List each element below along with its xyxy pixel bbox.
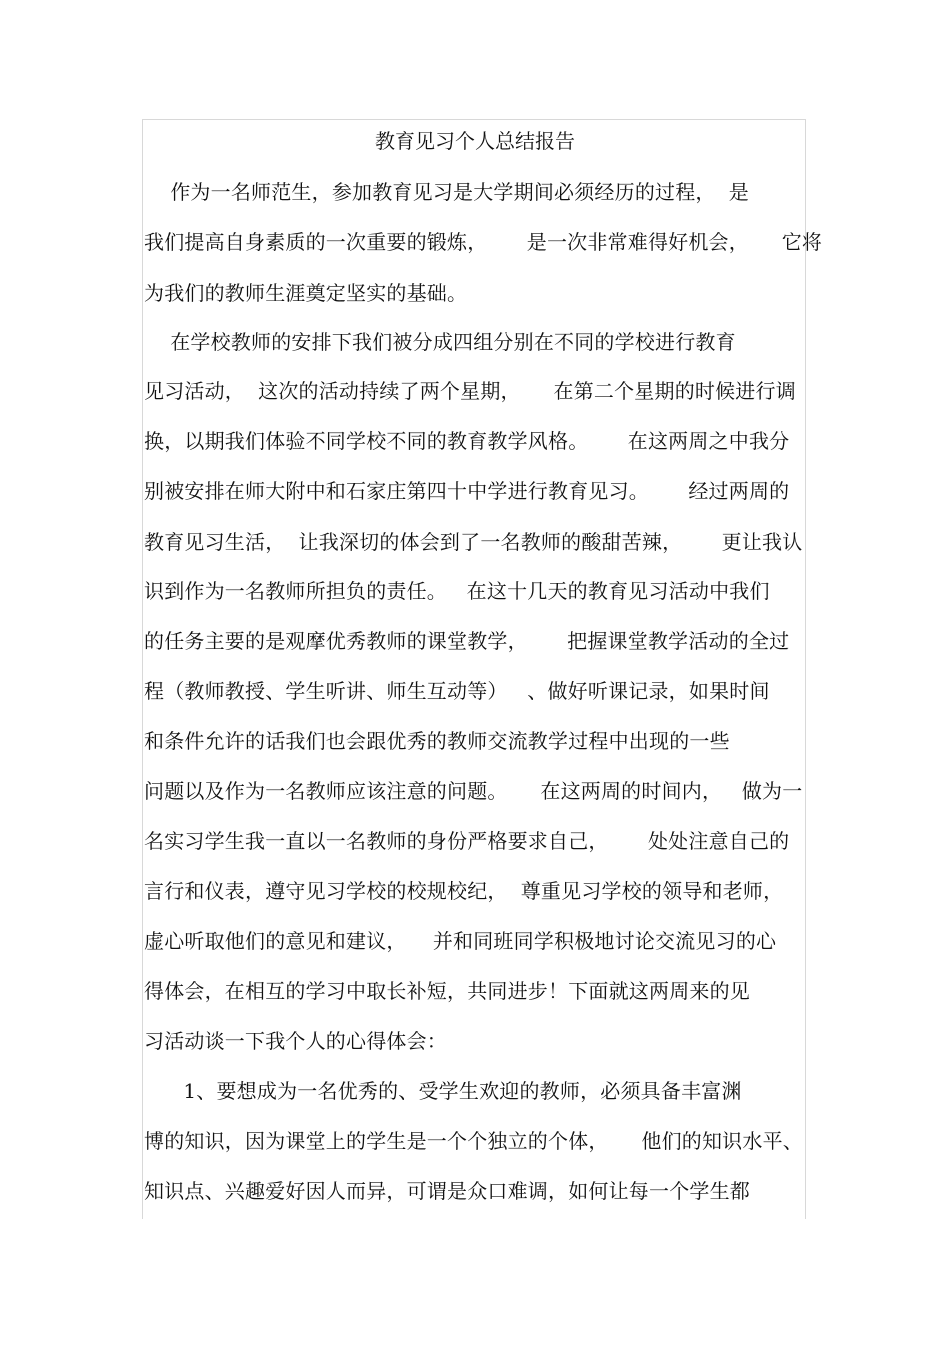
paragraph-line: 知识点、兴趣爱好因人而异，可谓是众口难调，如何让每一个学生都 [144,1179,750,1203]
paragraph-line: 识到作为一名教师所担负的责任。 在这十几天的教育见习活动中我们 [144,579,770,603]
paragraph-line: 博的知识，因为课堂上的学生是一个个独立的个体， 他们的知识水平、 [144,1129,803,1153]
paragraph-line: 程（教师教授、学生听讲、师生互动等） 、做好听课记录，如果时间 [144,679,770,703]
paragraph-line: 教育见习生活， 让我深切的体会到了一名教师的酸甜苦辣， 更让我认 [144,530,803,554]
paragraph-line: 我们提高自身素质的一次重要的锻炼， 是一次非常难得好机会， 它将 [144,230,823,254]
paragraph-line: 言行和仪表，遵守见习学校的校规校纪， 尊重见习学校的领导和老师， [144,879,784,903]
paragraph-line: 得体会，在相互的学习中取长补短，共同进步！下面就这两周来的见 [144,979,750,1003]
paragraph-line: 为我们的教师生涯奠定坚实的基础。 [144,281,468,305]
paragraph-line: 在学校教师的安排下我们被分成四组分别在不同的学校进行教育 [144,330,736,354]
paragraph-line: 虚心听取他们的意见和建议， 并和同班同学积极地讨论交流见习的心 [144,929,777,953]
document-title: 教育见习个人总结报告 [375,129,575,153]
paragraph-line: 换，以期我们体验不同学校不同的教育教学风格。 在这两周之中我分 [144,429,790,453]
paragraph-line: 别被安排在师大附中和石家庄第四十中学进行教育见习。 经过两周的 [144,479,790,503]
paragraph-line: 问题以及作为一名教师应该注意的问题。 在这两周的时间内， 做为一 [144,779,803,803]
paragraph-line: 的任务主要的是观摩优秀教师的课堂教学， 把握课堂教学活动的全过 [144,629,790,653]
paragraph-line: 作为一名师范生，参加教育见习是大学期间必须经历的过程， 是 [144,180,749,204]
paragraph-line: 习活动谈一下我个人的心得体会： [144,1029,447,1053]
paragraph-line: 名实习学生我一直以一名教师的身份严格要求自己， 处处注意自己的 [144,829,790,853]
paragraph-line: 和条件允许的话我们也会跟优秀的教师交流教学过程中出现的一些 [144,729,730,753]
paragraph-line: 见习活动， 这次的活动持续了两个星期， 在第二个星期的时候进行调 [144,379,796,403]
paragraph-line: 1、要想成为一名优秀的、受学生欢迎的教师，必须具备丰富渊 [144,1079,742,1103]
